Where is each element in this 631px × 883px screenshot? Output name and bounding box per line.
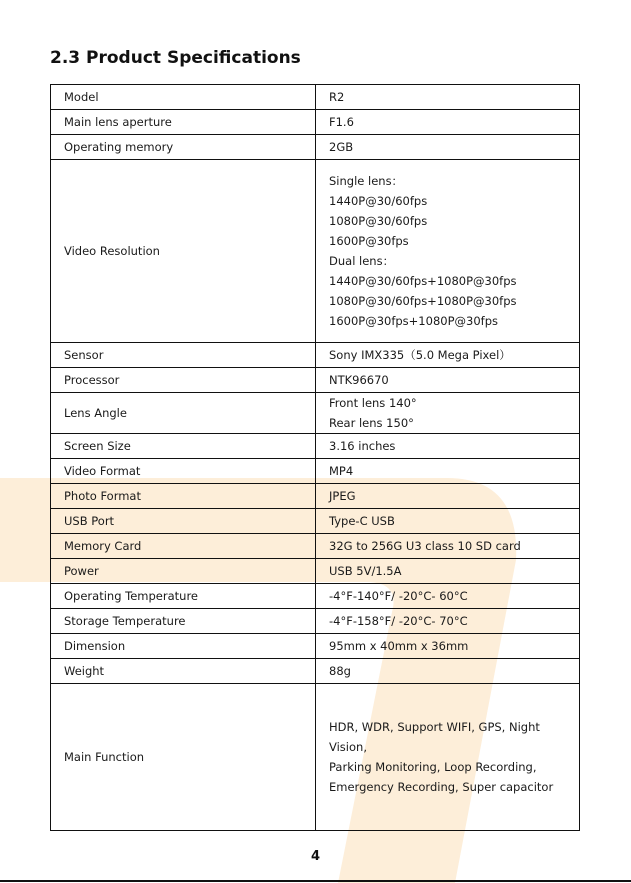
spec-row bbox=[51, 659, 580, 684]
spec-value bbox=[316, 634, 580, 659]
spec-value bbox=[316, 609, 580, 634]
spec-value-line: Dual lens： bbox=[329, 254, 395, 268]
spec-value-line: 2GB bbox=[329, 140, 354, 154]
spec-value-line: 95mm x 40mm x 36mm bbox=[329, 639, 469, 653]
spec-row bbox=[51, 434, 580, 459]
spec-value bbox=[316, 659, 580, 684]
spec-label: Dimension bbox=[51, 634, 316, 659]
spec-row bbox=[51, 609, 580, 634]
spec-value bbox=[316, 559, 580, 584]
spec-label: Weight bbox=[51, 659, 316, 684]
spec-row bbox=[51, 684, 580, 831]
spec-label: Sensor bbox=[51, 343, 316, 368]
spec-value-line: Rear lens 150° bbox=[329, 416, 414, 430]
spec-row bbox=[51, 85, 580, 110]
spec-value-line: F1.6 bbox=[329, 115, 354, 129]
spec-label: Operating memory bbox=[51, 135, 316, 160]
spec-label: Video Resolution bbox=[51, 160, 316, 343]
spec-label: Main Function bbox=[51, 684, 316, 831]
spec-value bbox=[316, 343, 580, 368]
spec-value-line: -4°F-140°F/ -20°C- 60°C bbox=[329, 589, 468, 603]
spec-row bbox=[51, 343, 580, 368]
spec-value bbox=[316, 135, 580, 160]
spec-value bbox=[316, 85, 580, 110]
spec-value-line: HDR, WDR, Support WIFI, GPS, Night Vision, bbox=[329, 720, 540, 754]
spec-value-line: 32G to 256G U3 class 10 SD card bbox=[329, 539, 521, 553]
spec-row bbox=[51, 459, 580, 484]
spec-value bbox=[316, 393, 580, 434]
spec-value-line: R2 bbox=[329, 90, 345, 104]
spec-value bbox=[316, 534, 580, 559]
spec-label: Photo Format bbox=[51, 484, 316, 509]
spec-row bbox=[51, 534, 580, 559]
spec-row bbox=[51, 160, 580, 343]
spec-value-line: Emergency Recording, Super capacitor bbox=[329, 780, 554, 794]
spec-row bbox=[51, 584, 580, 609]
spec-value-line: 88g bbox=[329, 664, 351, 678]
spec-row bbox=[51, 559, 580, 584]
spec-label: Screen Size bbox=[51, 434, 316, 459]
spec-value bbox=[316, 160, 580, 343]
spec-value-line: Type-C USB bbox=[329, 514, 395, 528]
spec-row bbox=[51, 110, 580, 135]
spec-row bbox=[51, 484, 580, 509]
spec-value-line: MP4 bbox=[329, 464, 354, 478]
spec-label: Memory Card bbox=[51, 534, 316, 559]
spec-label: Model bbox=[51, 85, 316, 110]
spec-value bbox=[316, 484, 580, 509]
spec-row bbox=[51, 634, 580, 659]
spec-row bbox=[51, 135, 580, 160]
section-heading: 2.3 Product Specifications bbox=[50, 48, 301, 68]
spec-value-line: 1600P@30fps bbox=[329, 234, 409, 248]
spec-value-line: -4°F-158°F/ -20°C- 70°C bbox=[329, 614, 468, 628]
spec-label: USB Port bbox=[51, 509, 316, 534]
spec-value bbox=[316, 110, 580, 135]
spec-label: Operating Temperature bbox=[51, 584, 316, 609]
spec-value-line: USB 5V/1.5A bbox=[329, 564, 402, 578]
spec-value-line: Sony IMX335（5.0 Mega Pixel） bbox=[329, 348, 511, 362]
spec-value-line: 1440P@30/60fps bbox=[329, 194, 428, 208]
spec-value-line: Single lens： bbox=[329, 174, 404, 188]
spec-row bbox=[51, 509, 580, 534]
spec-value-line: 1080P@30/60fps bbox=[329, 214, 428, 228]
spec-value bbox=[316, 434, 580, 459]
spec-value bbox=[316, 684, 580, 831]
spec-label: Power bbox=[51, 559, 316, 584]
spec-value bbox=[316, 584, 580, 609]
spec-row bbox=[51, 393, 580, 434]
spec-value-line: 3.16 inches bbox=[329, 439, 396, 453]
specifications-table bbox=[50, 84, 580, 831]
spec-value-line: JPEG bbox=[329, 489, 356, 503]
spec-label: Processor bbox=[51, 368, 316, 393]
spec-label: Video Format bbox=[51, 459, 316, 484]
spec-value bbox=[316, 509, 580, 534]
spec-value-line: 1600P@30fps+1080P@30fps bbox=[329, 314, 498, 328]
spec-row bbox=[51, 368, 580, 393]
spec-value-line: Front lens 140° bbox=[329, 396, 417, 410]
spec-value bbox=[316, 459, 580, 484]
bottom-rule bbox=[0, 880, 631, 882]
page-number: 4 bbox=[310, 849, 321, 864]
spec-value-line: 1080P@30/60fps+1080P@30fps bbox=[329, 294, 517, 308]
spec-label: Lens Angle bbox=[51, 393, 316, 434]
spec-value-line: NTK96670 bbox=[329, 373, 389, 387]
spec-label: Storage Temperature bbox=[51, 609, 316, 634]
spec-value-line: Parking Monitoring, Loop Recording, bbox=[329, 760, 537, 774]
spec-value-line: 1440P@30/60fps+1080P@30fps bbox=[329, 274, 517, 288]
spec-label: Main lens aperture bbox=[51, 110, 316, 135]
spec-value bbox=[316, 368, 580, 393]
